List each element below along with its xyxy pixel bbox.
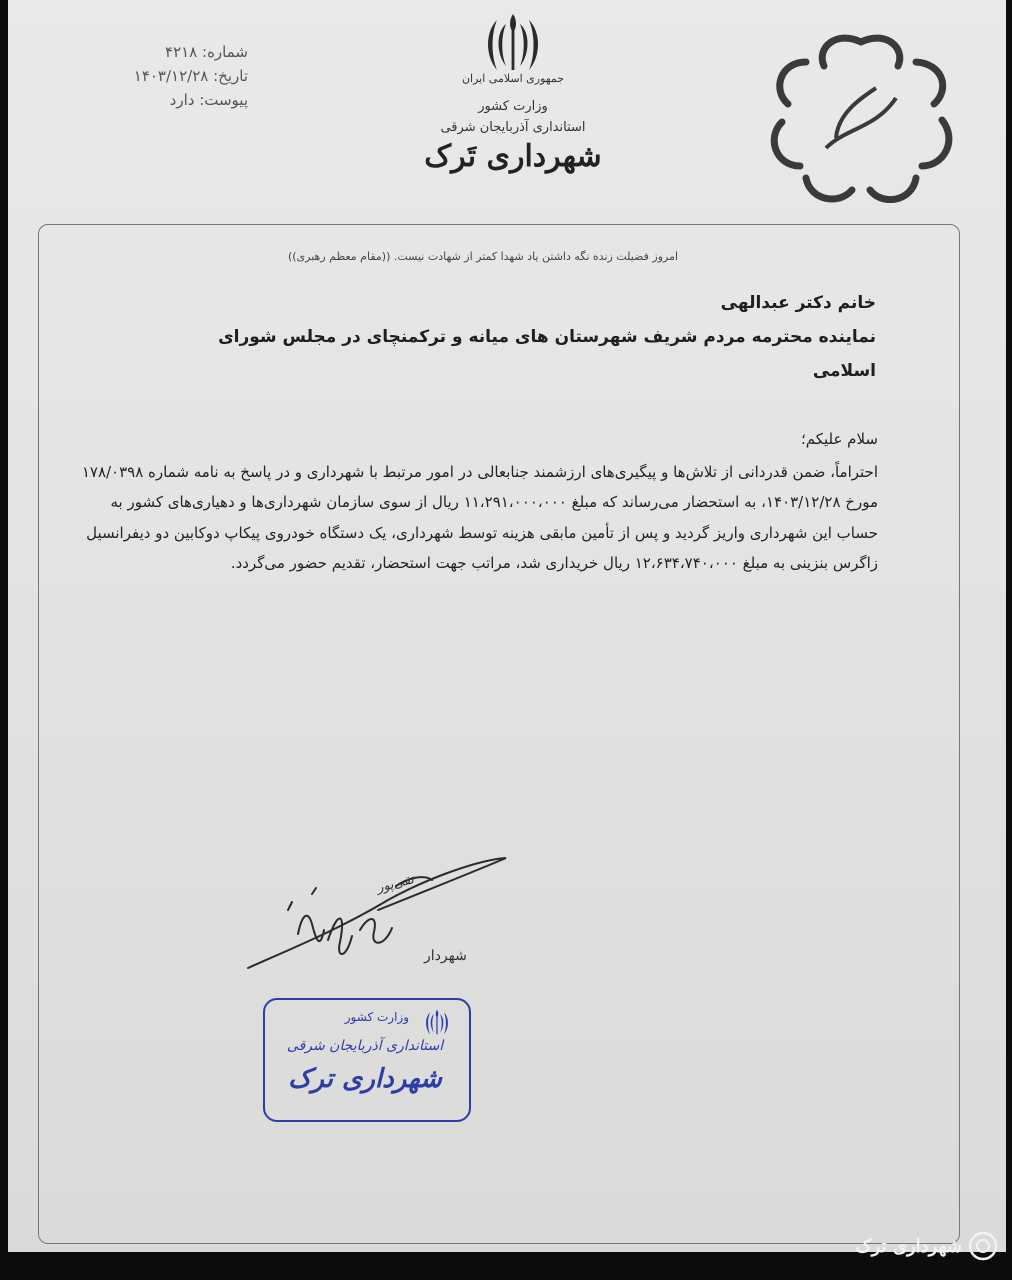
stamp-ministry: وزارت کشور bbox=[344, 1010, 409, 1024]
signature-scribble-icon bbox=[228, 850, 528, 990]
stamp-emblem-icon bbox=[423, 1008, 451, 1036]
addressee-title: نماینده محترمه مردم شریف شهرستان های میانه و ترکمنچای در مجلس شورای اسلامی bbox=[218, 327, 876, 381]
signature-title: شهردار bbox=[424, 948, 467, 964]
letter-attachment: پیوست: دارد bbox=[169, 91, 248, 109]
letterhead bbox=[388, 10, 638, 174]
municipality-logo-small-icon bbox=[968, 1231, 998, 1261]
municipality-logo-icon bbox=[766, 28, 956, 203]
letter-date: تاریخ: ۱۴۰۳/۱۲/۲۸ bbox=[133, 67, 248, 85]
republic-label: جمهوری اسلامی ایران bbox=[461, 72, 565, 85]
letter-body bbox=[78, 424, 878, 579]
letter-page bbox=[8, 0, 1006, 1252]
signature-name: تقی‌پور bbox=[375, 872, 416, 896]
greeting: سلام علیکم؛ bbox=[800, 430, 878, 448]
channel-watermark bbox=[856, 1226, 998, 1266]
stamp-governorate: استانداری آذربایجان شرقی bbox=[286, 1038, 444, 1054]
signature bbox=[228, 850, 528, 990]
stamp-municipality: شهرداری ترک bbox=[288, 1064, 442, 1094]
leader-quote: امروز فضیلت زنده نگه داشتن یاد شهدا کمتر از شهادت نیست. ((مقام معظم رهبری)) bbox=[287, 250, 679, 263]
municipality-title: شهرداری تَرک bbox=[424, 139, 602, 174]
municipality-logo bbox=[766, 28, 956, 203]
addressee-name: خانم دکتر عبدالهی bbox=[720, 293, 876, 313]
letter-number: شماره: ۴۲۱۸ bbox=[165, 43, 248, 61]
governorate-label: استانداری آذربایجان شرقی bbox=[440, 120, 586, 135]
letter-meta bbox=[78, 40, 248, 112]
letter-paragraph: احتراماً، ضمن قدردانی از تلاش‌ها و پیگیری‌های ارزشمند جنابعالی در امور مرتبط با شهرداری و در پاسخ به نامه شماره ۱۷۸/۰۳۹۸ مورخ ۱۴۰۳/۱۲/۲۸، به استحضار می‌رساند که مبلغ ۱۱،۲۹۱،۰۰۰،۰۰۰ ریال از سوی سازمان شهرداری‌ها و دهیاری‌های کشور به حساب این شهرداری واریز گردید و پس از تأمین مابقی هزینه توسط شهرداری، یک دستگاه خودروی پیکاپ دوکابین دو دیفرانسیل زاگرس بنزینی به مبلغ ۱۲،۶۳۴،۷۴۰،۰۰۰ ریال خریداری شد، مراتب جهت استحضار، تقدیم حضور می‌گردد. bbox=[81, 462, 878, 572]
watermark-text: شهرداری ترک bbox=[855, 1235, 962, 1257]
ministry-label: وزارت کشور bbox=[478, 99, 548, 114]
iran-emblem-icon bbox=[482, 10, 544, 74]
addressee-block bbox=[196, 286, 876, 388]
official-stamp bbox=[263, 998, 471, 1122]
